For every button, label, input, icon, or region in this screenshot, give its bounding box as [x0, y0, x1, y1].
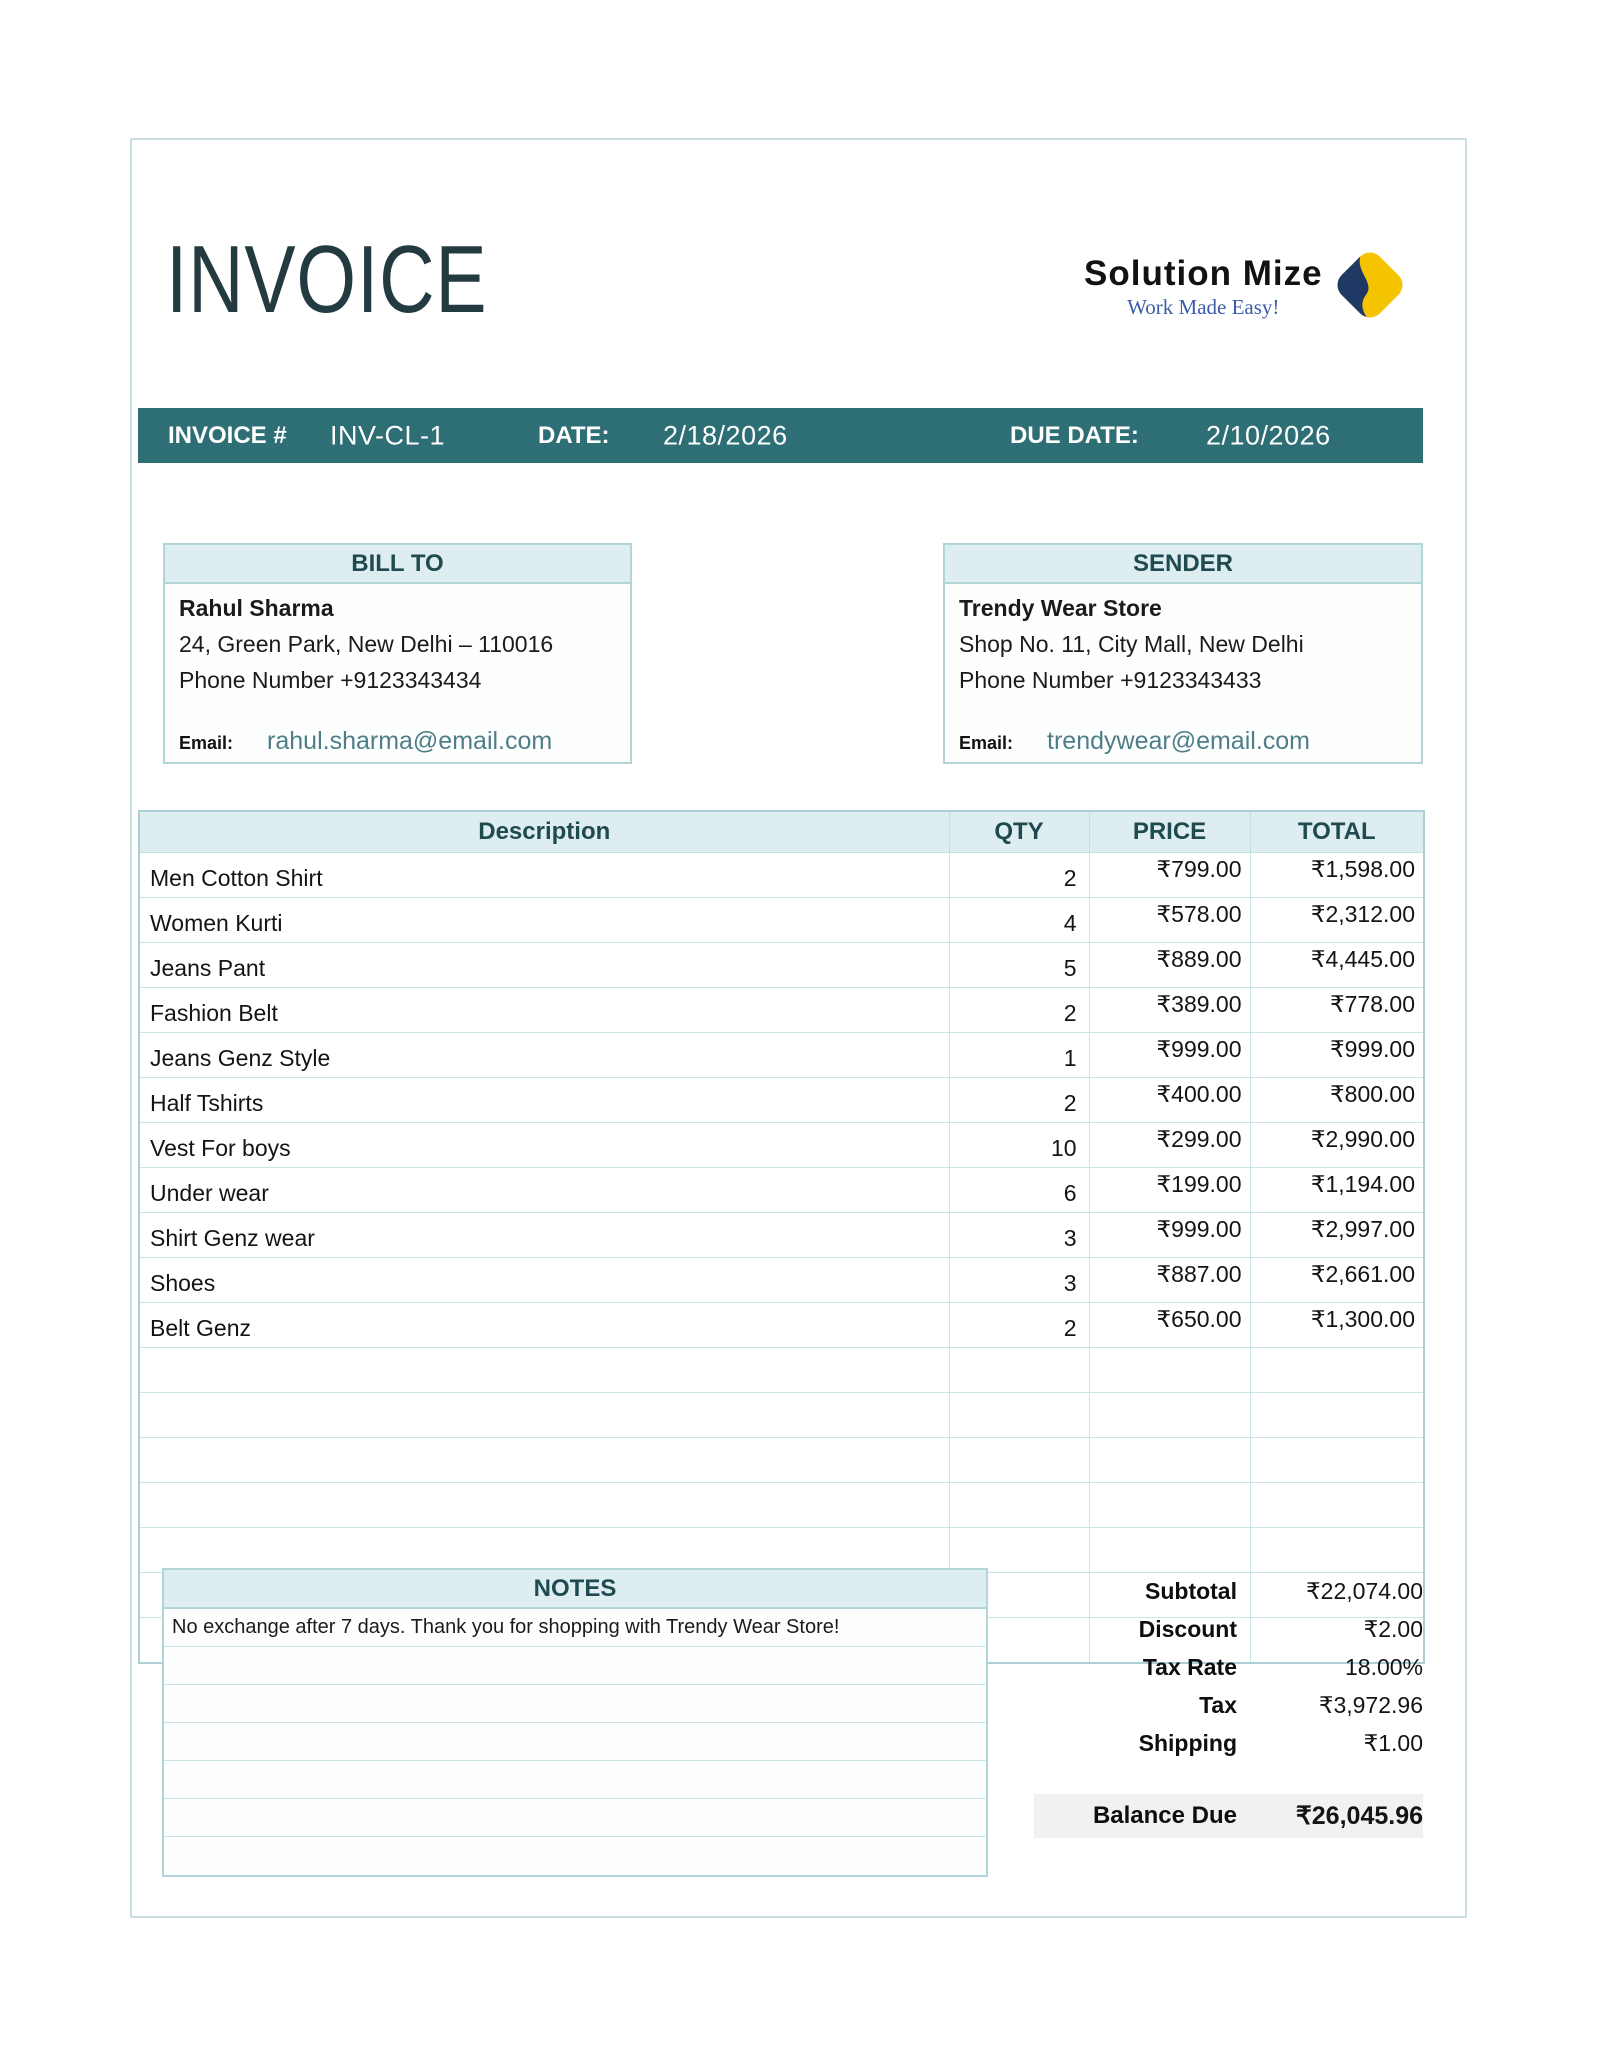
table-row — [139, 853, 1424, 898]
subtotal-row — [1030, 1572, 1423, 1610]
item-total: ₹1,598.00 — [1250, 853, 1424, 898]
empty-cell — [949, 1393, 1089, 1438]
notes-box — [162, 1568, 988, 1877]
logo-name: Solution Mize — [1084, 254, 1323, 293]
empty-table-row — [139, 1393, 1424, 1438]
item-qty: 6 — [949, 1168, 1089, 1213]
item-total: ₹800.00 — [1250, 1078, 1424, 1123]
empty-cell — [139, 1528, 949, 1573]
table-row — [139, 1123, 1424, 1168]
bill-to-email-label: Email: — [179, 733, 234, 753]
bill-to-body — [165, 584, 630, 764]
item-price: ₹999.00 — [1089, 1213, 1250, 1258]
item-qty: 2 — [949, 1078, 1089, 1123]
item-description: Vest For boys — [139, 1123, 949, 1168]
empty-cell — [1250, 1528, 1424, 1573]
item-qty: 2 — [949, 988, 1089, 1033]
item-description: Fashion Belt — [139, 988, 949, 1033]
empty-cell — [949, 1483, 1089, 1528]
table-row — [139, 988, 1424, 1033]
tax-label: Tax — [1199, 1691, 1237, 1718]
empty-cell — [1089, 1483, 1250, 1528]
item-qty: 1 — [949, 1033, 1089, 1078]
bill-to-box — [163, 543, 632, 764]
empty-cell — [1250, 1393, 1424, 1438]
empty-cell — [1250, 1483, 1424, 1528]
tax-rate-label: Tax Rate — [1142, 1653, 1237, 1680]
item-qty: 4 — [949, 898, 1089, 943]
sender-phone: Phone Number +9123343433 — [959, 667, 1262, 693]
empty-cell — [1089, 1348, 1250, 1393]
empty-cell — [139, 1393, 949, 1438]
item-total: ₹999.00 — [1250, 1033, 1424, 1078]
item-price: ₹999.00 — [1089, 1033, 1250, 1078]
table-row — [139, 1303, 1424, 1348]
item-total: ₹1,300.00 — [1250, 1303, 1424, 1348]
shipping-value: ₹1.00 — [1363, 1729, 1423, 1756]
table-row — [139, 1033, 1424, 1078]
empty-table-row — [139, 1528, 1424, 1573]
item-description: Jeans Genz Style — [139, 1033, 949, 1078]
item-total: ₹2,990.00 — [1250, 1123, 1424, 1168]
invoice-meta-bar — [138, 408, 1423, 463]
item-description: Jeans Pant — [139, 943, 949, 988]
tax-rate-row — [1030, 1648, 1423, 1686]
tax-value: ₹3,972.96 — [1318, 1691, 1423, 1718]
item-qty: 2 — [949, 1303, 1089, 1348]
discount-row — [1030, 1610, 1423, 1648]
item-description: Shirt Genz wear — [139, 1213, 949, 1258]
sender-email-label: Email: — [959, 733, 1014, 753]
sender-body — [945, 584, 1421, 764]
empty-cell — [949, 1528, 1089, 1573]
item-total: ₹2,312.00 — [1250, 898, 1424, 943]
due-date-label: DUE DATE: — [1010, 421, 1139, 449]
items-header-row — [139, 811, 1424, 853]
table-row — [139, 1078, 1424, 1123]
item-price: ₹199.00 — [1089, 1168, 1250, 1213]
table-row — [139, 898, 1424, 943]
bill-to-name: Rahul Sharma — [179, 595, 334, 621]
bill-to-header: BILL TO — [165, 545, 630, 584]
empty-cell — [1089, 1528, 1250, 1573]
item-qty: 2 — [949, 853, 1089, 898]
item-qty: 3 — [949, 1258, 1089, 1303]
item-price: ₹650.00 — [1089, 1303, 1250, 1348]
company-logo — [1084, 246, 1411, 331]
sender-name: Trendy Wear Store — [959, 595, 1162, 621]
balance-due-value: ₹26,045.96 — [1295, 1802, 1423, 1830]
col-header-total: TOTAL — [1250, 811, 1424, 853]
item-total: ₹2,661.00 — [1250, 1258, 1424, 1303]
notes-empty-line — [164, 1837, 986, 1875]
item-total: ₹4,445.00 — [1250, 943, 1424, 988]
notes-header: NOTES — [164, 1570, 986, 1609]
col-header-description: Description — [139, 811, 949, 853]
table-row — [139, 1168, 1424, 1213]
item-description: Under wear — [139, 1168, 949, 1213]
item-description: Belt Genz — [139, 1303, 949, 1348]
table-row — [139, 1213, 1424, 1258]
item-description: Women Kurti — [139, 898, 949, 943]
logo-text — [1084, 254, 1323, 320]
col-header-price: PRICE — [1089, 811, 1250, 853]
date-label: DATE: — [538, 421, 610, 449]
bill-to-phone: Phone Number +9123343434 — [179, 667, 482, 693]
shipping-label: Shipping — [1138, 1729, 1237, 1756]
table-row — [139, 943, 1424, 988]
sender-box — [943, 543, 1423, 764]
item-price: ₹299.00 — [1089, 1123, 1250, 1168]
empty-cell — [1250, 1438, 1424, 1483]
item-description: Men Cotton Shirt — [139, 853, 949, 898]
subtotal-value: ₹22,074.00 — [1306, 1577, 1423, 1604]
empty-cell — [1250, 1348, 1424, 1393]
totals-section — [1030, 1572, 1423, 1762]
empty-table-row — [139, 1348, 1424, 1393]
subtotal-label: Subtotal — [1145, 1577, 1237, 1604]
item-price: ₹887.00 — [1089, 1258, 1250, 1303]
discount-label: Discount — [1138, 1615, 1237, 1642]
notes-empty-line — [164, 1799, 986, 1837]
sender-address: Shop No. 11, City Mall, New Delhi — [959, 631, 1304, 657]
empty-table-row — [139, 1483, 1424, 1528]
invoice-number-value: INV-CL-1 — [330, 420, 446, 450]
empty-table-row — [139, 1438, 1424, 1483]
item-qty: 10 — [949, 1123, 1089, 1168]
sender-header: SENDER — [945, 545, 1421, 584]
notes-text: No exchange after 7 days. Thank you for shopping with Trendy Wear Store! — [164, 1609, 986, 1647]
discount-value: ₹2.00 — [1363, 1615, 1423, 1642]
balance-due-row — [1034, 1794, 1423, 1838]
bill-to-email-row — [179, 727, 552, 756]
item-total: ₹2,997.00 — [1250, 1213, 1424, 1258]
item-price: ₹400.00 — [1089, 1078, 1250, 1123]
item-qty: 3 — [949, 1213, 1089, 1258]
tax-row — [1030, 1686, 1423, 1724]
logo-diamond-icon — [1329, 244, 1411, 331]
notes-empty-line — [164, 1723, 986, 1761]
item-price: ₹889.00 — [1089, 943, 1250, 988]
bill-to-email-value[interactable]: rahul.sharma@email.com — [267, 727, 553, 755]
date-value: 2/18/2026 — [663, 420, 788, 450]
shipping-row — [1030, 1724, 1423, 1762]
notes-empty-line — [164, 1647, 986, 1685]
sender-email-row — [959, 727, 1310, 756]
item-price: ₹389.00 — [1089, 988, 1250, 1033]
table-row — [139, 1258, 1424, 1303]
item-price: ₹578.00 — [1089, 898, 1250, 943]
empty-cell — [949, 1348, 1089, 1393]
tax-rate-value: 18.00% — [1344, 1653, 1423, 1680]
page-title: INVOICE — [166, 226, 488, 333]
balance-due-label: Balance Due — [1092, 1802, 1237, 1829]
notes-empty-line — [164, 1761, 986, 1799]
empty-cell — [1089, 1438, 1250, 1483]
item-description: Shoes — [139, 1258, 949, 1303]
item-total: ₹1,194.00 — [1250, 1168, 1424, 1213]
empty-cell — [139, 1483, 949, 1528]
empty-cell — [139, 1348, 949, 1393]
notes-empty-line — [164, 1685, 986, 1723]
item-total: ₹778.00 — [1250, 988, 1424, 1033]
item-price: ₹799.00 — [1089, 853, 1250, 898]
empty-cell — [949, 1438, 1089, 1483]
col-header-qty: QTY — [949, 811, 1089, 853]
empty-cell — [1089, 1393, 1250, 1438]
bill-to-address: 24, Green Park, New Delhi – 110016 — [179, 631, 554, 657]
logo-tagline: Work Made Easy! — [1127, 295, 1280, 319]
invoice-number-label: INVOICE # — [168, 421, 287, 449]
empty-cell — [139, 1438, 949, 1483]
items-table — [138, 810, 1425, 1664]
item-description: Half Tshirts — [139, 1078, 949, 1123]
sender-email-value[interactable]: trendywear@email.com — [1047, 727, 1310, 755]
due-date-value: 2/10/2026 — [1206, 420, 1331, 450]
item-qty: 5 — [949, 943, 1089, 988]
